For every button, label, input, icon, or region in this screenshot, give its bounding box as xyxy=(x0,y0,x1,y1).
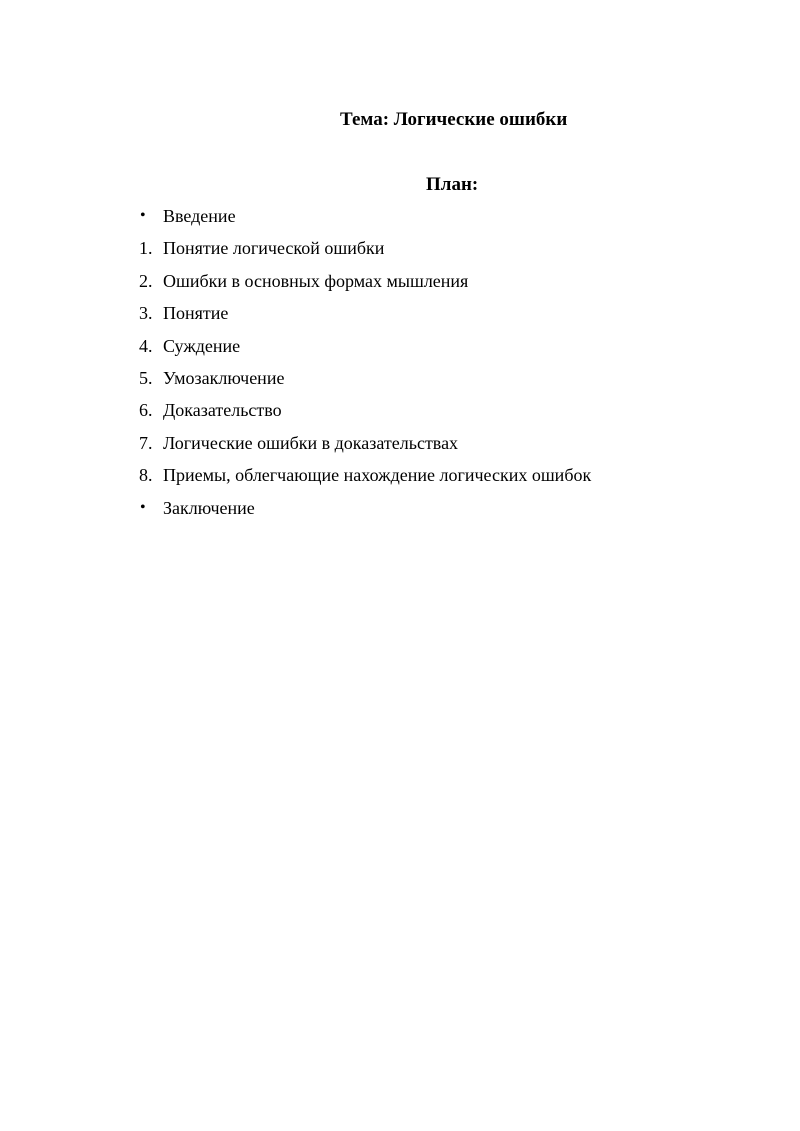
plan-item-text: Приемы, облегчающие нахождение логических ошибок xyxy=(163,465,592,486)
plan-item-text: Логические ошибки в доказательствах xyxy=(163,432,459,453)
bullet-icon: • xyxy=(140,498,146,516)
plan-item-text: Понятие логической ошибки xyxy=(163,238,385,259)
plan-item-number: 3. xyxy=(139,303,153,324)
plan-item-number: 6. xyxy=(139,400,153,421)
plan-item-number: 1. xyxy=(139,238,153,259)
plan-item-number: 8. xyxy=(139,465,153,486)
plan-item-text: Умозаключение xyxy=(163,367,285,388)
plan-item-text: Заключение xyxy=(163,497,255,518)
plan-item-number: 4. xyxy=(139,335,153,356)
plan-item-number: 5. xyxy=(139,367,153,388)
bullet-icon: • xyxy=(140,207,146,224)
plan-item-text: Суждение xyxy=(163,335,241,356)
plan-item-text: Введение xyxy=(163,206,236,226)
topic-title: Тема: Логические ошибки xyxy=(340,109,568,130)
plan-item-number: 7. xyxy=(139,432,153,453)
plan-item-text: Доказательство xyxy=(163,400,282,421)
plan-item-text: Ошибки в основных формах мышления xyxy=(163,270,469,291)
plan-item-number: 2. xyxy=(139,270,153,291)
plan-item-text: Понятие xyxy=(163,303,229,324)
plan-heading: План: xyxy=(426,174,479,195)
